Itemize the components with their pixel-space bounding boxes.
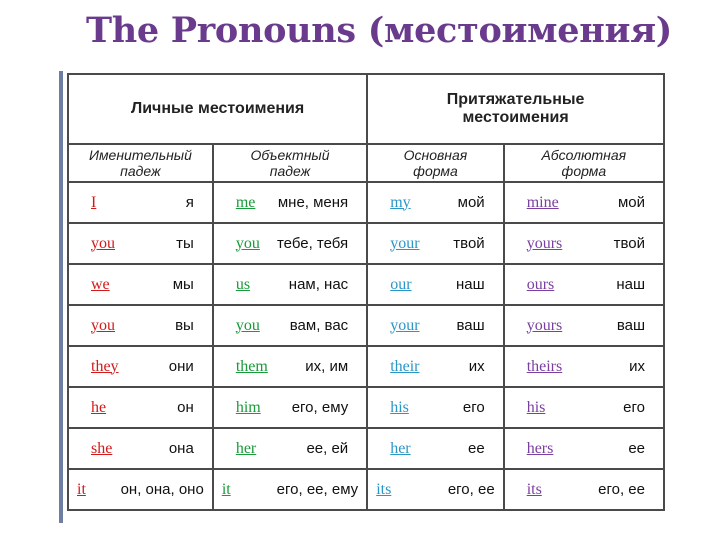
absolute-cell (504, 264, 664, 305)
possessive-cell (367, 346, 504, 387)
absolute-russian: наш (616, 276, 645, 293)
objective-cell (213, 387, 367, 428)
objective-cell (213, 223, 367, 264)
absolute-cell (504, 182, 664, 223)
absolute-russian: его (623, 399, 645, 416)
objective-cell (213, 428, 367, 469)
possessive-english: her (390, 439, 411, 457)
possessive-cell (367, 182, 504, 223)
possessive-russian: его (462, 399, 485, 416)
absolute-cell (504, 469, 664, 510)
header-absolute-label: Абсолютная форма (541, 147, 627, 179)
nominative-russian: вы (175, 317, 194, 334)
absolute-russian: твой (613, 235, 645, 252)
nominative-english: we (91, 275, 110, 293)
table-row (68, 264, 664, 305)
absolute-english: his (526, 398, 546, 416)
possessive-cell (367, 223, 504, 264)
table-row (68, 182, 664, 223)
absolute-english: yours (526, 234, 563, 252)
possessive-english: its (376, 480, 392, 498)
absolute-russian: их (629, 358, 645, 375)
objective-russian: тебе, тебя (276, 235, 349, 252)
objective-russian: их, им (305, 358, 349, 375)
objective-russian: его, ему (291, 399, 349, 416)
possessive-cell (367, 428, 504, 469)
header-basic-label: Основная форма (403, 147, 468, 179)
objective-russian: его, ее, ему (276, 481, 359, 498)
possessive-english: our (390, 275, 412, 293)
nominative-russian: она (168, 440, 194, 457)
absolute-english: its (526, 480, 542, 498)
slide-title: The Pronouns (местоимения) (86, 10, 673, 51)
nominative-russian: он, она, оно (120, 481, 204, 498)
table-row (68, 387, 664, 428)
nominative-cell (68, 223, 213, 264)
header-absolute-form (504, 144, 664, 182)
nominative-english: they (91, 357, 119, 375)
objective-cell (213, 469, 367, 510)
absolute-russian: ее (628, 440, 645, 457)
absolute-english: mine (526, 193, 559, 211)
possessive-russian: твой (453, 235, 485, 252)
nominative-english: I (91, 193, 97, 211)
objective-russian: ее, ей (306, 440, 349, 457)
objective-russian: мне, меня (277, 194, 349, 211)
objective-english: us (235, 275, 251, 293)
absolute-cell (504, 346, 664, 387)
header-possessive-label: Притяжательные местоимения (446, 91, 585, 126)
possessive-russian: его, ее (447, 481, 495, 498)
absolute-russian: мой (617, 194, 645, 211)
objective-english: me (235, 193, 256, 211)
objective-cell (213, 182, 367, 223)
objective-english: them (235, 357, 268, 375)
nominative-cell (68, 469, 213, 510)
absolute-cell (504, 428, 664, 469)
absolute-russian: ваш (616, 317, 645, 334)
possessive-cell (367, 264, 504, 305)
nominative-english: it (77, 480, 86, 498)
absolute-cell (504, 223, 664, 264)
header-row-groups (68, 74, 664, 144)
nominative-cell (68, 182, 213, 223)
possessive-english: your (390, 316, 420, 334)
nominative-cell (68, 305, 213, 346)
nominative-english: you (91, 234, 115, 252)
header-objective-case (213, 144, 367, 182)
absolute-english: hers (526, 439, 554, 457)
objective-english: you (235, 316, 260, 334)
nominative-english: he (91, 398, 107, 416)
nominative-russian: они (168, 358, 194, 375)
possessive-english: your (390, 234, 420, 252)
table-row (68, 305, 664, 346)
table-row (68, 469, 664, 510)
objective-english: you (235, 234, 260, 252)
table-row (68, 346, 664, 387)
possessive-cell (367, 305, 504, 346)
header-objective-label: Объектный падеж (250, 147, 330, 179)
objective-cell (213, 346, 367, 387)
objective-cell (213, 264, 367, 305)
possessive-english: my (390, 193, 411, 211)
objective-russian: нам, нас (288, 276, 349, 293)
nominative-russian: мы (172, 276, 194, 293)
possessive-english: their (390, 357, 420, 375)
table-row (68, 428, 664, 469)
absolute-cell (504, 305, 664, 346)
pronoun-table-container (59, 71, 665, 523)
possessive-english: his (390, 398, 409, 416)
nominative-russian: я (185, 194, 194, 211)
objective-english: him (235, 398, 261, 416)
objective-cell (213, 305, 367, 346)
objective-russian: вам, вас (289, 317, 349, 334)
nominative-english: she (91, 439, 113, 457)
table-row (68, 223, 664, 264)
header-possessive-pronouns (367, 74, 664, 144)
possessive-cell (367, 387, 504, 428)
nominative-cell (68, 264, 213, 305)
pronoun-table (67, 73, 665, 511)
nominative-cell (68, 428, 213, 469)
possessive-russian: ваш (456, 317, 485, 334)
possessive-russian: мой (457, 194, 485, 211)
nominative-russian: ты (176, 235, 194, 252)
header-personal-pronouns: Личные местоимения (68, 74, 367, 144)
objective-english: her (235, 439, 257, 457)
possessive-russian: ее (468, 440, 485, 457)
header-basic-form (367, 144, 504, 182)
absolute-cell (504, 387, 664, 428)
absolute-english: yours (526, 316, 563, 334)
possessive-russian: их (468, 358, 485, 375)
header-nominative-label: Именительный падеж (88, 147, 192, 179)
possessive-russian: наш (456, 276, 485, 293)
header-row-cases (68, 144, 664, 182)
possessive-cell (367, 469, 504, 510)
absolute-russian: его, ее (598, 481, 645, 498)
nominative-cell (68, 346, 213, 387)
objective-english: it (221, 480, 231, 498)
nominative-english: you (91, 316, 115, 334)
absolute-english: theirs (526, 357, 563, 375)
header-nominative-case (68, 144, 213, 182)
nominative-russian: он (177, 399, 194, 416)
absolute-english: ours (526, 275, 555, 293)
nominative-cell (68, 387, 213, 428)
